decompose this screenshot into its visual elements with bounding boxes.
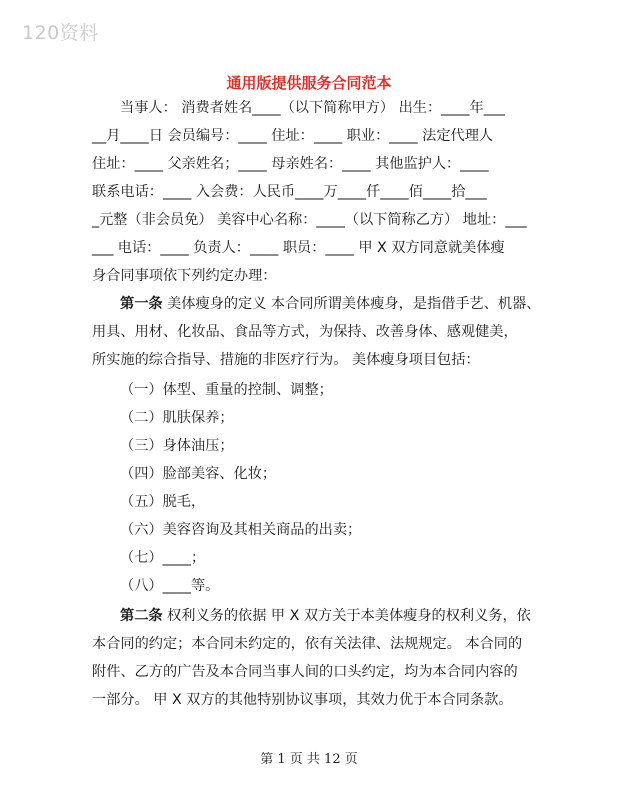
article-1-line: 所实施的综合指导、措施的非医疗行为。 美体瘦身项目包括：	[92, 352, 480, 368]
article-2-first-line	[120, 606, 531, 626]
article-2-line: 本合同的约定；本合同未约定的，依有关法律、法规规定。 本合同的	[92, 636, 523, 652]
article-2-line: 一部分。 甲 X 双方的其他特别协议事项，其效力优于本合同条款。	[92, 692, 513, 708]
article-1-heading: 第一条	[120, 296, 163, 312]
article-2-line: 附件、乙方的广告及本合同当事人间的口头约定，均为本合同内容的	[92, 664, 518, 680]
article-1-item: （七）____；	[120, 550, 206, 566]
article-1-first-line	[120, 294, 540, 314]
article-1-text: 美体瘦身的定义 本合同所谓美体瘦身，是指借手艺、机器、	[167, 296, 541, 312]
parties-line-7: 身合同事项依下列约定办理：	[92, 268, 277, 284]
parties-line-3: 住址：____ 父亲姓名；____ 母亲姓名：____ 其他监护人：____	[92, 156, 489, 172]
parties-line-6: ___ 电话：____ 负责人：____ 职员：____ 甲 X 双方同意就美体瘦	[92, 240, 505, 256]
article-1-item: （四）脸部美容、化妆；	[120, 466, 277, 482]
article-1-item: （二）肌肤保养；	[120, 410, 234, 426]
parties-line-4: 联系电话：____ 入会费：人民币____万____仟____佰____拾___	[92, 184, 487, 200]
article-1-item: （六）美容咨询及其相关商品的出卖；	[120, 522, 362, 538]
article-1-item: （三）身体油压；	[120, 438, 234, 454]
parties-line-1: 当事人： 消费者姓名____（以下简称甲方） 出生：____年___	[120, 100, 505, 116]
page-number: 第 1 页 共 12 页	[260, 752, 358, 767]
document-title: 通用版提供服务合同范本	[226, 74, 392, 92]
article-1-item: （五）脱毛，	[120, 494, 206, 510]
article-1-line: 用具、用材、化妆品、食品等方式，为保持、改善身体、感观健美，	[92, 324, 518, 340]
parties-line-5: _元整（非会员免） 美容中心名称：____（以下简称乙方） 地址：___	[92, 212, 527, 228]
article-1-item: （一）体型、重量的控制、调整；	[120, 382, 333, 398]
article-1-item: （八）____等。	[120, 578, 220, 594]
article-2-heading: 第二条	[120, 608, 163, 624]
watermark: 120资料	[22, 22, 99, 44]
parties-line-2: __月____日 会员编号：____ 住址：____ 职业：____ 法定代理人	[92, 128, 494, 144]
article-2-text: 权利义务的依据 甲 X 双方关于本美体瘦身的权利义务，依	[167, 608, 531, 624]
